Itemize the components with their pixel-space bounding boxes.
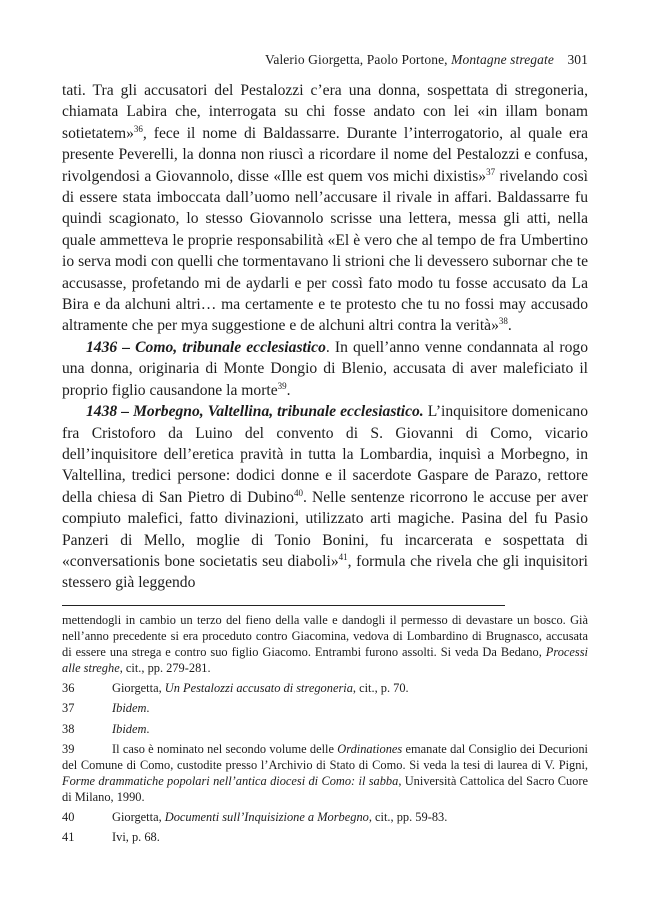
entry-heading: 1438 – Morbegno, Valtellina, tribunale ecclesiastico. bbox=[86, 403, 424, 421]
footnote-separator bbox=[62, 605, 505, 606]
text-run: , Università Cattolica del Sacro Cuore di Milano, 1990. bbox=[62, 773, 588, 804]
main-text bbox=[62, 80, 588, 594]
footnote-number: 39 bbox=[62, 741, 75, 756]
text-run: emanate dal Consiglio dei Decurioni del Comune di Como, custodite presso l’Archivio di Stato di Como. Si veda la tesi di laurea di V. Pigni, bbox=[62, 741, 589, 772]
italic-title: Forme drammatiche popolari nell’antica diocesi di Como: il sabba bbox=[62, 773, 399, 788]
footnote-number: 41 bbox=[62, 830, 75, 845]
text-run: , cit., pp. 59-83. bbox=[368, 810, 448, 825]
footnote-39 bbox=[62, 741, 588, 805]
footnote-ref-39: 39 bbox=[277, 380, 287, 391]
footnote-number: 40 bbox=[62, 810, 75, 825]
footnote-ref-40: 40 bbox=[293, 487, 303, 498]
footnote-ref-36: 36 bbox=[133, 123, 143, 134]
footnote-number: 36 bbox=[62, 681, 75, 696]
header-book-title: Montagne stregate bbox=[451, 52, 554, 67]
text-run: , formula che rivela che gli inquisitori stessero già leggendo bbox=[62, 552, 588, 592]
page-number: 301 bbox=[567, 52, 588, 67]
header-authors: Valerio Giorgetta, Paolo Portone, bbox=[265, 52, 448, 67]
text-run: . In quell’anno venne condannata al rogo una donna, originaria di Monte Dongio di Blenio, accusata di aver maleficiato il proprio figlio causandone la morte bbox=[62, 338, 588, 399]
footnote-38 bbox=[62, 721, 588, 737]
italic-title: Ordinationes bbox=[337, 741, 403, 756]
footnote-ref-41: 41 bbox=[338, 551, 348, 562]
footnote-37 bbox=[62, 700, 588, 716]
footnote-number: 37 bbox=[62, 701, 75, 716]
text-run: mettendogli in cambio un terzo del fieno della valle e dandogli il permesso di devastare un bosco. Già nell’anno precedente si era proceduto contro Giacomina, vedova di Lombardino di Brugnasco, accusata di essere una strega e contro suo figlio Giacomo. Entrambi furono assolti. Si veda Da Bedano, bbox=[62, 613, 588, 660]
text-run: . bbox=[146, 701, 150, 716]
text-run: Il caso è nominato nel secondo volume delle bbox=[112, 741, 338, 756]
text-run: tati. Tra gli accusatori del Pestalozzi c’era una donna, sospettata di stregoneria, chiamata Labira che, interrogata su chi fosse andato con lei «in illam bonam sotietatem» bbox=[62, 82, 588, 142]
text-run: , cit., pp. 279-281. bbox=[119, 661, 211, 676]
footnote-36 bbox=[62, 680, 588, 696]
paragraph-1438-morbegno bbox=[62, 401, 588, 594]
footnotes bbox=[62, 612, 588, 849]
text-run: Ivi, p. 68. bbox=[112, 830, 160, 845]
text-run: , fece il nome di Baldassarre. Durante l’interrogatorio, al quale era presente Peverelli, la donna non riuscì a ricordare il nome del Pestalozzi e confusa, rivolgendosi a Giovannolo, disse «Ille est quem vos michi dixistis» bbox=[62, 124, 588, 185]
paragraph-1436-como bbox=[62, 337, 588, 401]
footnote-ref-37: 37 bbox=[486, 166, 496, 177]
footnote-40 bbox=[62, 809, 588, 825]
italic-title: Ibidem bbox=[112, 721, 147, 736]
text-run: Giorgetta, bbox=[112, 810, 165, 825]
text-run: . bbox=[146, 721, 150, 736]
footnote-continuation bbox=[62, 612, 588, 676]
paragraph-pestalozzi bbox=[62, 80, 588, 337]
footnote-41 bbox=[62, 829, 588, 845]
text-run: . bbox=[507, 317, 512, 335]
italic-title: Documenti sull’Inquisizione a Morbegno bbox=[164, 810, 369, 825]
footnote-number: 38 bbox=[62, 721, 75, 736]
text-run: Giorgetta, bbox=[112, 681, 165, 696]
text-run: , cit., p. 70. bbox=[352, 681, 409, 696]
footnote-ref-38: 38 bbox=[498, 316, 508, 327]
entry-heading: 1436 – Como, tribunale ecclesiastico bbox=[86, 338, 326, 356]
text-run: L’inquisitore domenicano fra Cristoforo da Luino del convento di S. Giovanni di Como, vicario dell’inquisitore dell’eretica pravità in tutta la Lombardia, inquisì a Morbegno, in Valtellina, tredici persone: dodici donne e il sacerdote Gaspare de Parazo, rettore della chiesa di San Pietro di Dubino bbox=[62, 403, 588, 506]
text-run: . bbox=[286, 381, 291, 399]
running-head bbox=[265, 52, 588, 68]
text-run: . Nelle sentenze ricorrono le accuse per aver compiuto malefici, fatto divinazioni, utilizzato arti magiche. Pasina del fu Pasio Panzeri di Mello, moglie di Tonio Bonini, fu incarcerata e sospettata di «conversationis bone societatis seu diaboli» bbox=[62, 488, 588, 570]
italic-title: Processi alle streghe bbox=[62, 645, 588, 676]
text-run: rivelando così di essere stata imboccata dall’uomo nell’accusare il rivale in affari. Baldassarre fu quindi scagionato, lo stesso Giovannolo scrisse una lettera, messa gli atti, nella quale ammetteva le proprie responsabilità «El è vero che al tempo de fra Umbertino io serva modi con quelli che tormentavano li strioni che li devessero subornar che te accusasse, profetando mi de aydarli e per cossì fato modo tu fosse accusato da La Bira e da alchuni altri… ma certamente e te protesto che tu no fossi may accusado altramente che per mya suggestione e de alchuni altri contra la verità» bbox=[62, 167, 588, 335]
italic-title: Un Pestalozzi accusato di stregoneria bbox=[164, 681, 353, 696]
italic-title: Ibidem bbox=[112, 701, 147, 716]
